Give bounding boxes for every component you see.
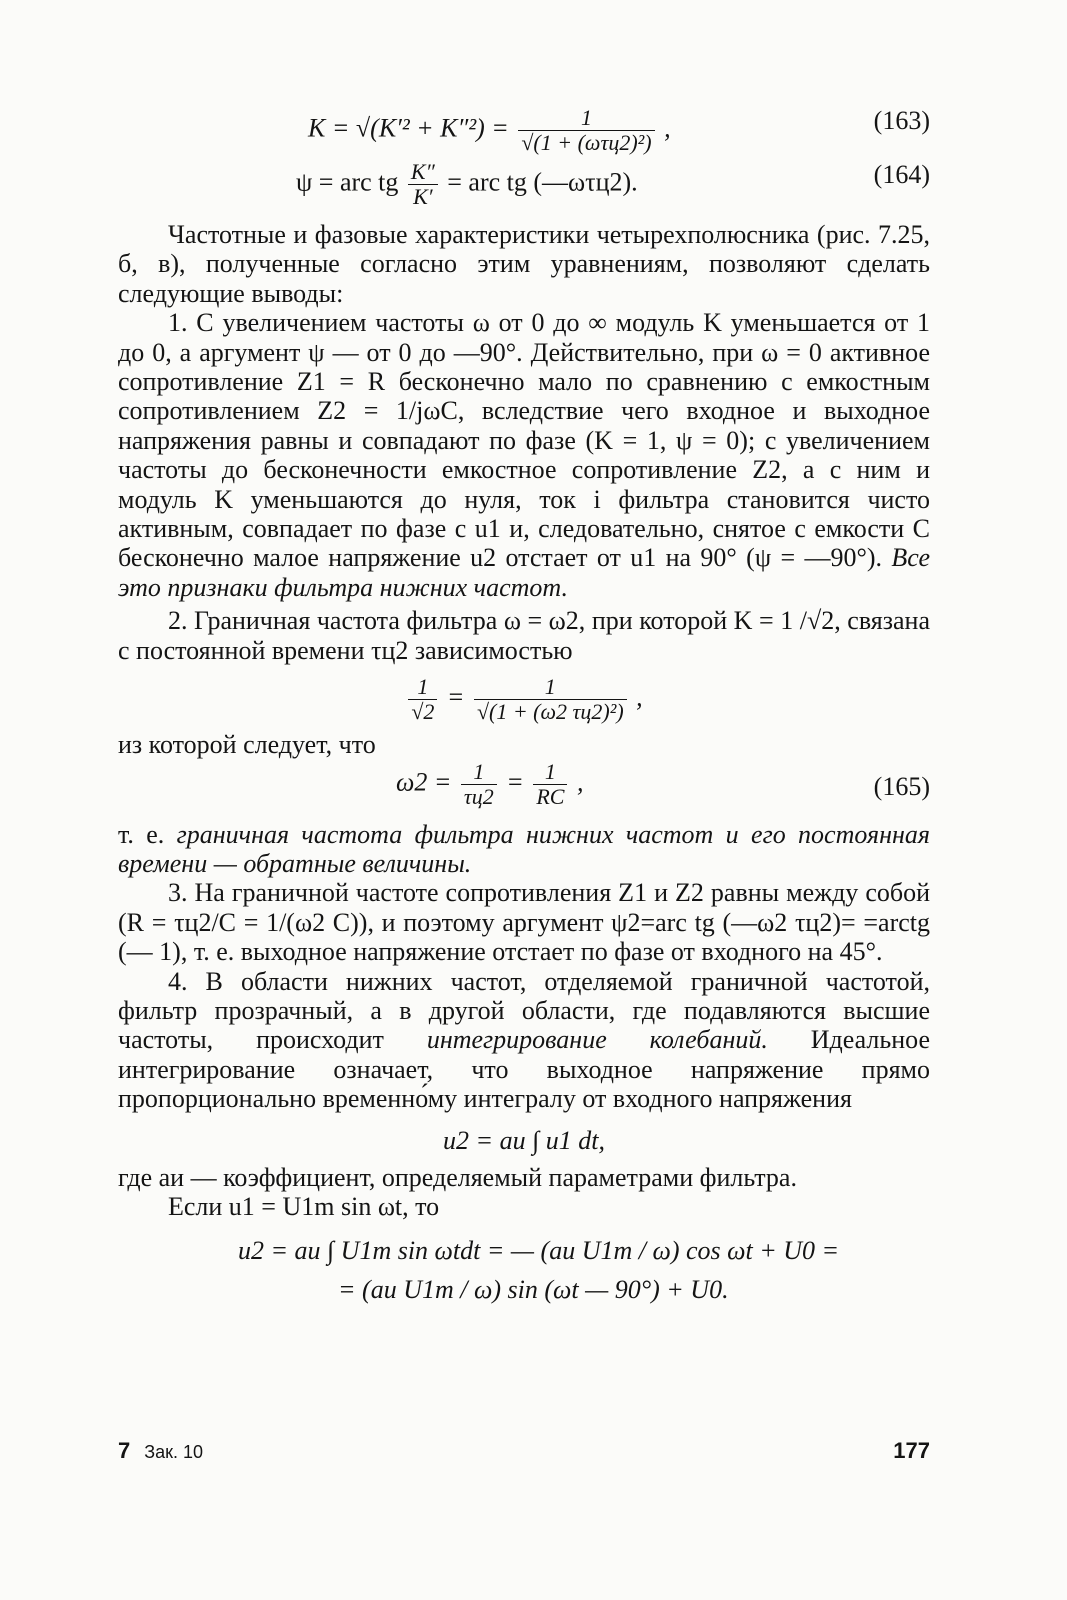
conclusion-2-paragraph: 2. Граничная частота фильтра ω = ω2, при которой K = 1 /√2, связана с постоянной времени τц2 зависимостью: [118, 606, 930, 665]
eq164-denominator: K′: [408, 184, 438, 209]
intro-paragraph: Частотные и фазовые характеристики четырехполюсника (рис. 7.25, б, в), полученные согласно этим уравнениям, позволяют сделать следующие выводы:: [118, 220, 930, 308]
eq164-numerator: K″: [410, 159, 435, 184]
eq163-fraction: [518, 106, 654, 155]
equation-number-163: (163): [873, 106, 930, 135]
if-condition: Если u1 = U1m sin ωt, то: [168, 1192, 440, 1222]
integral-equation: u2 = aи ∫ u1 dt,: [443, 1125, 605, 1155]
signature-mark: 7: [118, 1438, 131, 1463]
follows-text: из которой следует, что: [118, 730, 376, 760]
equation-165: [118, 760, 930, 820]
conclusion-4-emphasis: интегрирование колебаний.: [426, 1025, 768, 1055]
eq165-den1: τц2: [461, 784, 497, 809]
cutoff-rhs-fraction: [474, 675, 627, 724]
conclusion-1-paragraph: [118, 308, 930, 602]
page-body: [118, 100, 930, 1305]
conclusion-4-text-b: Идеальное интегрирование означает, что выходное напряжение прямо пропорционально временно́му интегралу от входного напряжения: [118, 1025, 931, 1114]
cutoff-equals: =: [446, 682, 465, 712]
eq163-tail: ,: [664, 113, 671, 143]
cutoff-lhs-fraction: [408, 675, 437, 724]
eq165-den2: RC: [533, 784, 567, 809]
conclusion-4-text-a: 4. В области нижних частот, отделяемой граничной частотой, фильтр прозрачный, а в другой области, где подавляются высшие частоты, происходит: [118, 966, 930, 1055]
eq165-num2: 1: [544, 758, 556, 784]
coefficient-definition: где aи — коэффициент, определяемый параметрами фильтра.: [118, 1162, 797, 1192]
eq164-lhs: ψ = arc tg: [296, 167, 399, 197]
eq163-lhs: K = √(K′² + K″²) =: [308, 113, 509, 143]
cutoff-equation: [118, 675, 930, 724]
eq163-numerator: 1: [580, 105, 592, 130]
eq165-num1: 1: [473, 758, 485, 784]
conclusion-3-paragraph: 3. На граничной частоте сопротивления Z1 и Z2 равны между собой (R = τц2/C = 1/(ω2 C)), и поэтому аргумент ψ2=arc tg (—ω2 τц2)= =arctg (— 1), т. е. выходное напряжение отстает по фазе от входного на 45°.: [118, 878, 930, 967]
cutoff-rhs-numerator: 1: [544, 674, 556, 700]
equation-number-164: (164): [873, 160, 930, 189]
te-prefix: т. е.: [118, 819, 165, 849]
eq165-fraction-1: [461, 760, 497, 809]
page-number: 177: [893, 1438, 930, 1463]
final-equation-line-1: u2 = aи ∫ U1m sin ωtdt = — (aи U1m / ω) cos ωt + U0 =: [238, 1235, 840, 1265]
cutoff-lhs-denominator: √2: [408, 699, 437, 724]
eq165-tail: ,: [576, 766, 584, 796]
eq165-fraction-2: [533, 760, 567, 809]
cutoff-lhs-numerator: 1: [417, 674, 429, 700]
final-equation-line-2: = (aи U1m / ω) sin (ωt — 90°) + U0.: [338, 1275, 729, 1305]
cutoff-rhs-denominator: √(1 + (ω2 τц2)²): [474, 699, 627, 724]
eq165-mid: =: [506, 766, 524, 796]
equation-number-165: (165): [873, 771, 930, 801]
conclusion-4-paragraph: [118, 967, 930, 1114]
eq164-tail: = arc tg (—ωτц2).: [447, 167, 638, 197]
conclusion-1-emphasis: Все это признаки фильтра нижних частот.: [118, 543, 930, 602]
equation-163: [118, 100, 930, 154]
conclusion-1-text: 1. С увеличением частоты ω от 0 до ∞ модуль K уменьшается от 1 до 0, а аргумент ψ — от 0 до —90°. Действительно, при ω = 0 активное сопротивление Z1 = R бесконечно мало по сравнению с емкостным сопротивлением Z2 = 1/jωC, вследствие чего входное и выходное напряжения равны и совпадают по фазе (K = 1, ψ = 0); с увеличением частоты до бесконечности емкостное сопротивление Z2, а с ним и модуль K уменьшаются до нуля, ток i фильтра становится чисто активным, совпадает по фазе с u1 и, следовательно, снятое с емкости C бесконечно малое напряжение u2 отстает от u1 на 90° (ψ = —90°).: [118, 308, 930, 573]
te-emphasis: граничная частота фильтра нижних частот и его постоянная времени — обратные величины.: [118, 819, 930, 878]
footer-signature: [118, 1438, 203, 1464]
order-number: Зак. 10: [144, 1442, 204, 1462]
inverse-statement: [118, 820, 930, 879]
equation-164: [118, 154, 930, 210]
eq164-fraction: [408, 160, 438, 209]
cutoff-tail: ,: [636, 682, 643, 712]
eq165-lhs: ω2 =: [396, 766, 452, 796]
eq163-denominator: √(1 + (ωτц2)²): [518, 130, 654, 155]
